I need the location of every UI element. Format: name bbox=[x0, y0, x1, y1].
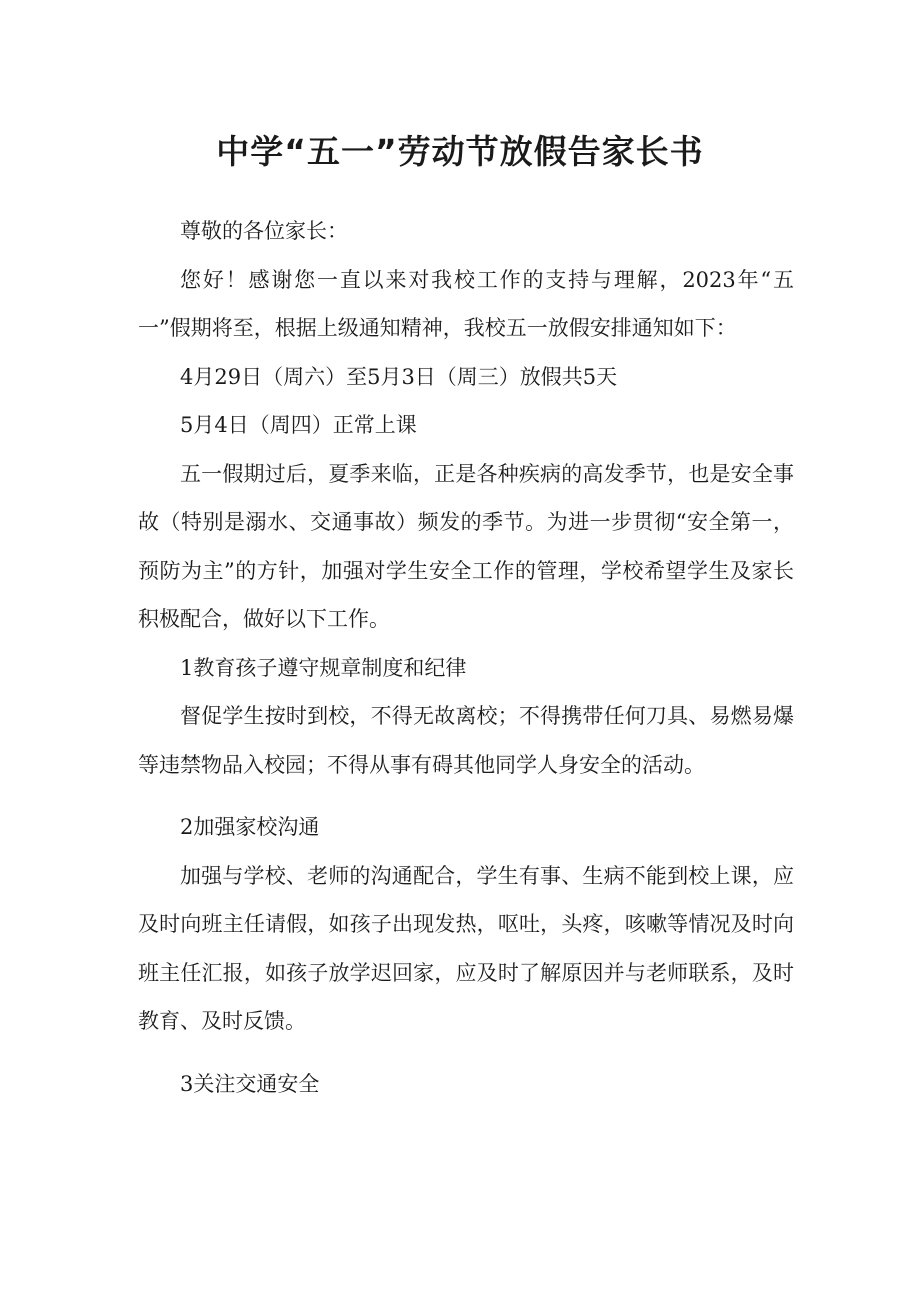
item1-body: 督促学生按时到校，不得无故离校；不得携带任何刀具、易燃易爆等违禁物品入校园；不得从事有碍其他同学人身安全的活动。 bbox=[138, 704, 794, 777]
document-body bbox=[138, 207, 794, 1108]
item3-heading: 3关注交通安全 bbox=[180, 1071, 320, 1096]
item1-heading: 1教育孩子遵守规章制度和纪律 bbox=[180, 655, 467, 680]
safety-intro-paragraph: 五一假期过后，夏季来临，正是各种疾病的高发季节，也是安全事故（特别是溺水、交通事故）频发的季节。为进一步贯彻“安全第一，预防为主”的方针，加强对学生安全工作的管理，学校希望学生及家长积极配合，做好以下工作。 bbox=[138, 461, 794, 631]
holiday-schedule: 4月29日（周六）至5月3日（周三）放假共5天 bbox=[180, 364, 618, 389]
salutation: 尊敬的各位家长： bbox=[180, 219, 348, 243]
item2-heading: 2加强家校沟通 bbox=[180, 815, 320, 839]
intro-paragraph: 您好！感谢您一直以来对我校工作的支持与理解，2023年“五一”假期将至，根据上级通知精神，我校五一放假安排通知如下： bbox=[138, 267, 794, 340]
document-title: 中学“五一”劳动节放假告家长书 bbox=[216, 132, 704, 171]
item2-body: 加强与学校、老师的沟通配合，学生有事、生病不能到校上课，应及时向班主任请假，如孩子出现发热，呕吐，头疼，咳嗽等情况及时向班主任汇报，如孩子放学迟回家，应及时了解原因并与老师联系，及时教育、及时反馈。 bbox=[138, 863, 794, 1033]
resume-schedule: 5月4日（周四）正常上课 bbox=[180, 413, 417, 437]
